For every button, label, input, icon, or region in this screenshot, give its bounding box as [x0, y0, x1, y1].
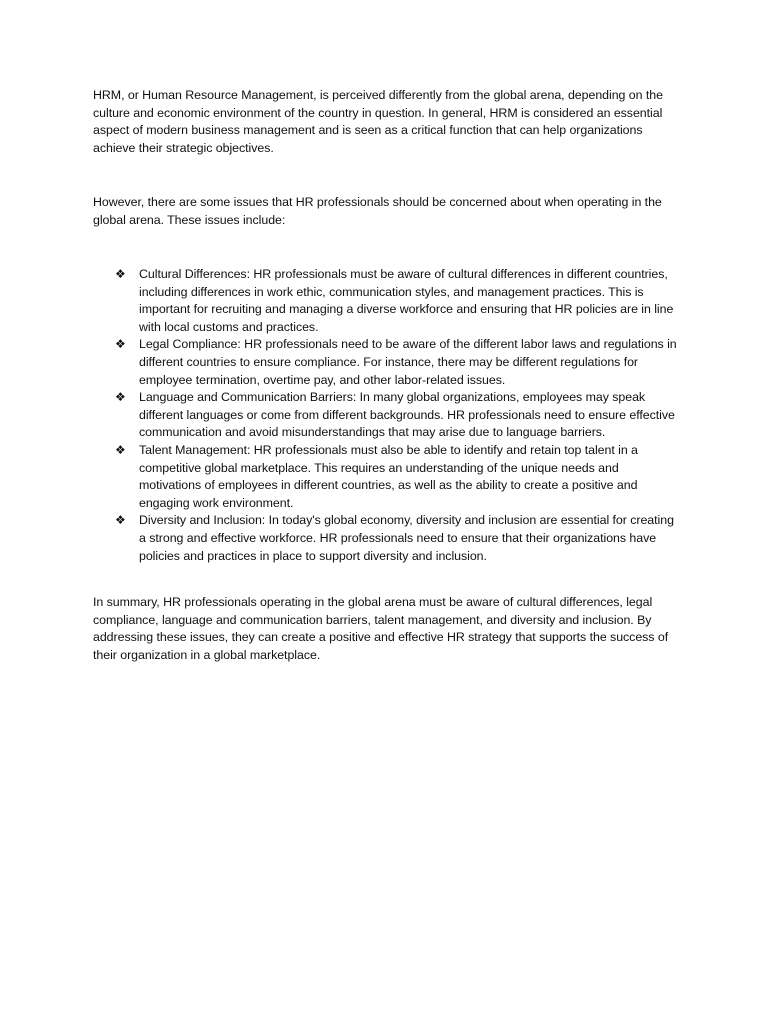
diamond-bullet-icon: ❖ [115, 513, 126, 528]
issue-text: Cultural Differences: HR professionals must be aware of cultural differences in different countries, including differences in work ethic, communication styles, and management practices. This is important for recruiting and managing a diverse workforce and ensuring that HR policies are in line with local customs and practices. [139, 267, 674, 334]
issue-text: Diversity and Inclusion: In today's global economy, diversity and inclusion are essential for creating a strong and effective workforce. HR professionals need to ensure that their organizations have policies and practices in place to support diversity and inclusion. [139, 513, 674, 563]
diamond-bullet-icon: ❖ [115, 267, 126, 281]
intro-paragraph: HRM, or Human Resource Management, is perceived differently from the global arena, depending on the culture and economic environment of the country in question. In general, HRM is considered an essential aspect of modern business management and is seen as a critical function that can help organizations achieve their strategic objectives. [93, 88, 663, 155]
list-item [93, 442, 683, 512]
issues-intro-paragraph: However, there are some issues that HR professionals should be concerned about when operating in the global arena. These issues include: [93, 195, 662, 227]
issue-text: Talent Management: HR professionals must also be able to identify and retain top talent in a competitive global marketplace. This requires an understanding of the unique needs and motivations of employees in different countries, as well as the ability to create a positive and engaging work environment. [139, 442, 638, 510]
list-item [93, 336, 683, 389]
issues-list [93, 266, 683, 565]
diamond-bullet-icon: ❖ [115, 390, 126, 405]
list-item [93, 266, 683, 336]
list-item [93, 512, 683, 565]
diamond-bullet-icon: ❖ [115, 337, 126, 352]
diamond-bullet-icon: ❖ [115, 442, 126, 457]
summary-paragraph: In summary, HR professionals operating in the global arena must be aware of cultural differences, legal compliance, language and communication barriers, talent management, and diversity and inclusion. By addressing these issues, they can create a positive and effective HR strategy that supports the success of their organization in a global marketplace. [93, 595, 669, 662]
list-item [93, 389, 683, 442]
issue-text: Legal Compliance: HR professionals need to be aware of the different labor laws and regulations in different countries to ensure compliance. For instance, there may be different regulations for employee termination, overtime pay, and other labor-related issues. [139, 337, 677, 387]
issue-text: Language and Communication Barriers: In many global organizations, employees may speak different languages or come from different backgrounds. HR professionals need to ensure effective communication and avoid misunderstandings that may arise due to language barriers. [139, 390, 675, 440]
